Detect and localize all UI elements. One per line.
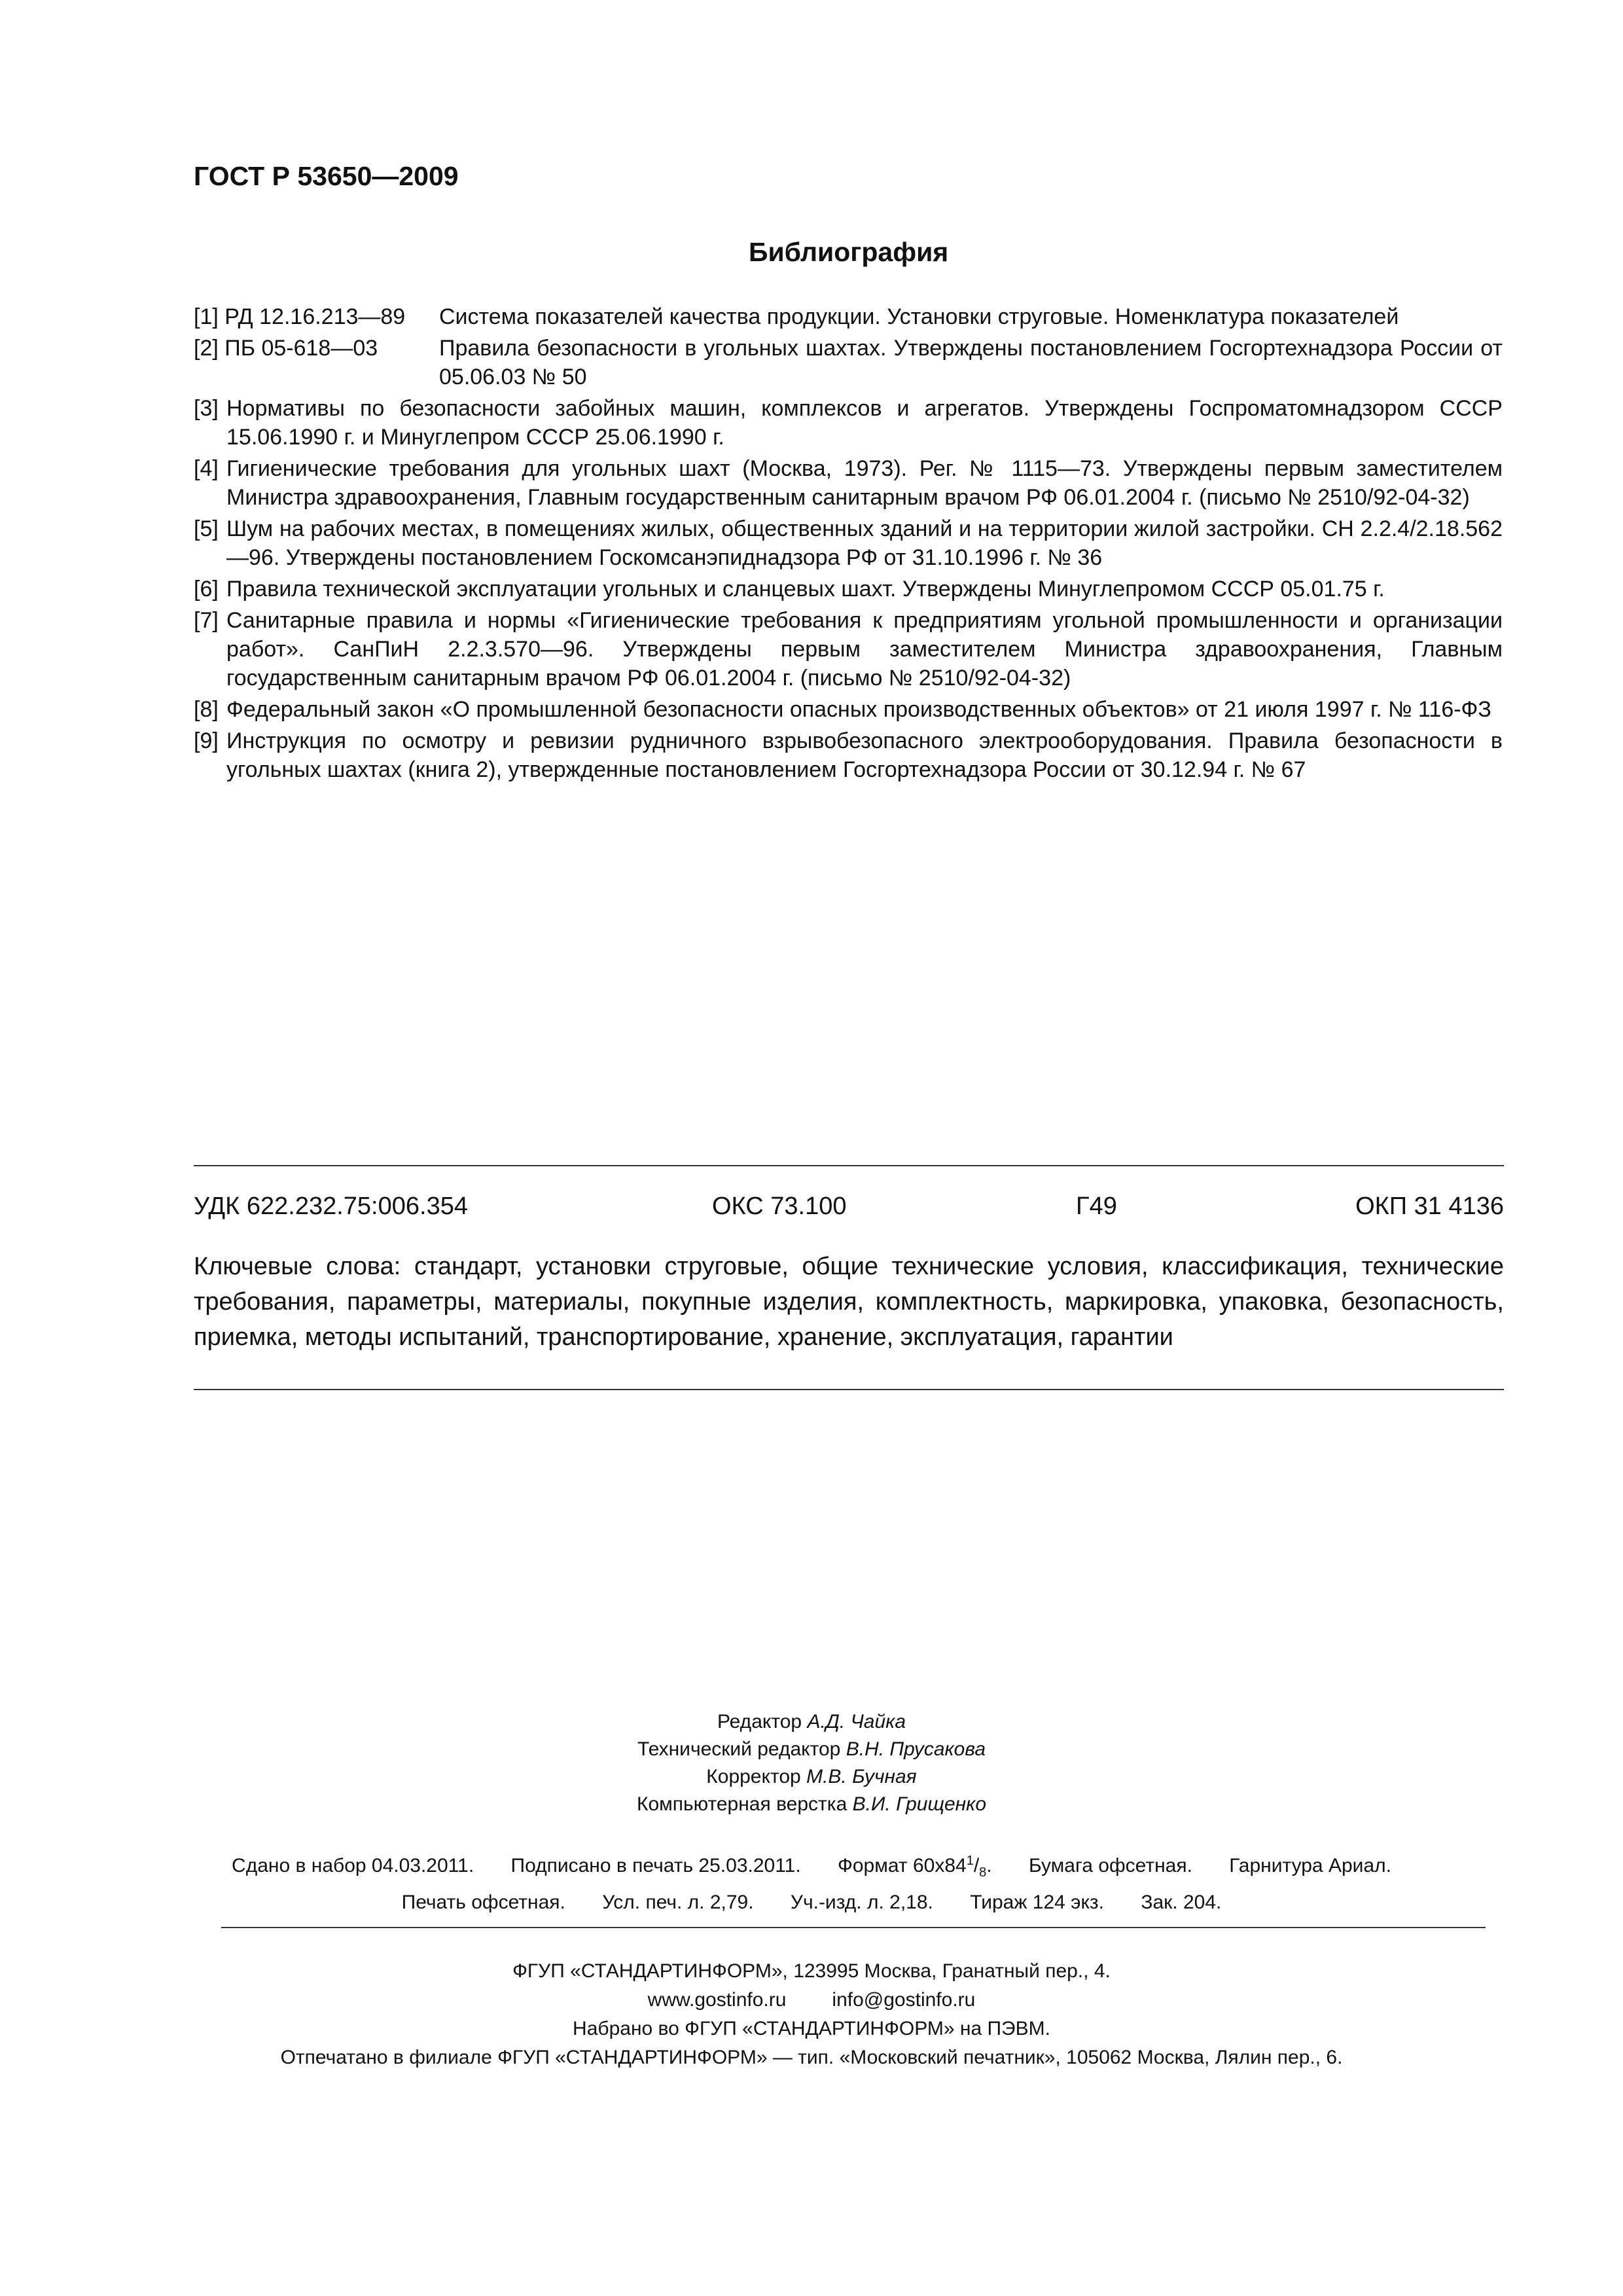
entry-lead: [1] РД 12.16.213—89 — [194, 304, 406, 329]
imprint-line-1: Сдано в набор 04.03.2011. Подписано в печать 25.03.2011. Формат $60х84^1/_8$. Бумага офсетная. Гарнитура Ариал. — [232, 1854, 1391, 1880]
divider — [221, 1927, 1486, 1928]
publisher-address: ФГУП «СТАНДАРТИНФОРМ», 123995 Москва, Гранатный пер., 4. — [512, 1960, 1111, 1982]
credit-line: Компьютерная верстка В.И. Грищенко — [636, 1793, 987, 1815]
entry-number: [7] — [194, 608, 219, 633]
entry-number: [5] — [194, 516, 219, 541]
bibliography-entry — [194, 394, 1503, 452]
entry-text: Инструкция по осмотру и ревизии рудничного взрывобезопасного электрооборудования. Правила безопасности в угольных шахтах (книга 2), утвержденные постановлением Госгортехнадзора России от 30.12.94 г. № 67 — [226, 728, 1503, 782]
oks-code: ОКС 73.100 — [712, 1193, 847, 1220]
entry-text: Правила технической эксплуатации угольных и сланцевых шахт. Утверждены Минуглепромом СССР 05.01.75 г. — [226, 577, 1385, 601]
website-link[interactable]: www.gostinfo.ru — [647, 1989, 787, 2011]
bibliography-entry — [194, 726, 1503, 784]
credit-line: Технический редактор В.Н. Прусакова — [637, 1738, 986, 1760]
email-link[interactable]: info@gostinfo.ru — [832, 1989, 976, 2011]
group-code: Г49 — [1076, 1193, 1117, 1220]
entry-text: Нормативы по безопасности забойных машин, комплексов и агрегатов. Утверждены Госпроматомнадзором СССР 15.06.1990 г. и Минуглепром СССР 25.06.1990 г. — [226, 396, 1503, 450]
entry-text: Федеральный закон «О промышленной безопасности опасных производственных объектов» от 21 июля 1997 г. № 116-ФЗ — [226, 697, 1491, 722]
entry-text: Шум на рабочих местах, в помещениях жилых, общественных зданий и на территории жилой застройки. СН 2.2.4/2.18.562—96. Утверждены постановлением Госкомсанэпиднадзора РФ от 31.10.1996 г. № 36 — [226, 516, 1503, 570]
bibliography-entry — [194, 334, 1503, 391]
entry-lead: [2] ПБ 05-618—03 — [194, 336, 378, 361]
entry-text: Система показателей качества продукции. Установки струговые. Номенклатура показателей — [439, 304, 1399, 329]
entry-text: Правила безопасности в угольных шахтах. Утверждены постановлением Госгортехнадзора России от 05.06.03 № 50 — [439, 336, 1503, 389]
contacts — [0, 1986, 1623, 2015]
divider — [194, 1389, 1504, 1390]
udk-code: УДК 622.232.75:006.354 — [194, 1193, 468, 1220]
divider — [194, 1165, 1504, 1166]
entry-text: Гигиенические требования для угольных шахт (Москва, 1973). Рег. № 1115—73. Утверждены первым заместителем Министра здравоохранения, Главным государственным санитарным врачом РФ 06.01.2004 г. (письмо № 2510/92-04-32) — [226, 456, 1503, 510]
entry-number: [6] — [194, 577, 219, 601]
standard-code: ГОСТ Р 53650—2009 — [194, 161, 459, 191]
entry-number: [8] — [194, 697, 219, 722]
bibliography-entry — [194, 606, 1503, 692]
typeset-note: Набрано во ФГУП «СТАНДАРТИНФОРМ» на ПЭВМ. — [573, 2018, 1050, 2039]
credit-line: Корректор М.В. Бучная — [706, 1766, 917, 1787]
bibliography-entry — [194, 514, 1503, 572]
keywords: Ключевые слова: стандарт, установки струговые, общие технические условия, классификация, технические требования, параметры, материалы, покупные изделия, комплектность, маркировка, упаковка, безопасность, приемка, методы испытаний, транспортирование, хранение, эксплуатация, гарантии — [194, 1253, 1504, 1351]
bibliography-title: Библиография — [749, 237, 949, 267]
printed-note: Отпечатано в филиале ФГУП «СТАНДАРТИНФОРМ» — тип. «Московский печатник», 105062 Москва, Лялин пер., 6. — [280, 2047, 1343, 2068]
entry-number: [4] — [194, 456, 219, 481]
entry-number: [3] — [194, 396, 219, 421]
bibliography-entry — [194, 302, 1503, 331]
footer — [0, 1957, 1623, 2072]
okp-code: ОКП 31 4136 — [1355, 1193, 1504, 1220]
credit-line: Редактор А.Д. Чайка — [717, 1711, 906, 1732]
entry-text: Санитарные правила и нормы «Гигиенические требования к предприятиям угольной промышленности и организации работ». СанПиН 2.2.3.570—96. Утверждены первым заместителем Министра здравоохранения, Главным государственным санитарным врачом РФ 06.01.2004 г. (письмо № 2510/92-04-32) — [226, 608, 1503, 691]
bibliography-entry — [194, 695, 1503, 724]
entry-number: [9] — [194, 728, 219, 753]
credits — [0, 1708, 1623, 1818]
bibliography-entry — [194, 575, 1503, 603]
imprint-line-2: Печать офсетная. Усл. печ. л. 2,79. Уч.-изд. л. 2,18. Тираж 124 экз. Зак. 204. — [401, 1892, 1222, 1913]
bibliography-list — [194, 302, 1503, 787]
imprint — [0, 1846, 1623, 1918]
bibliography-entry — [194, 454, 1503, 512]
